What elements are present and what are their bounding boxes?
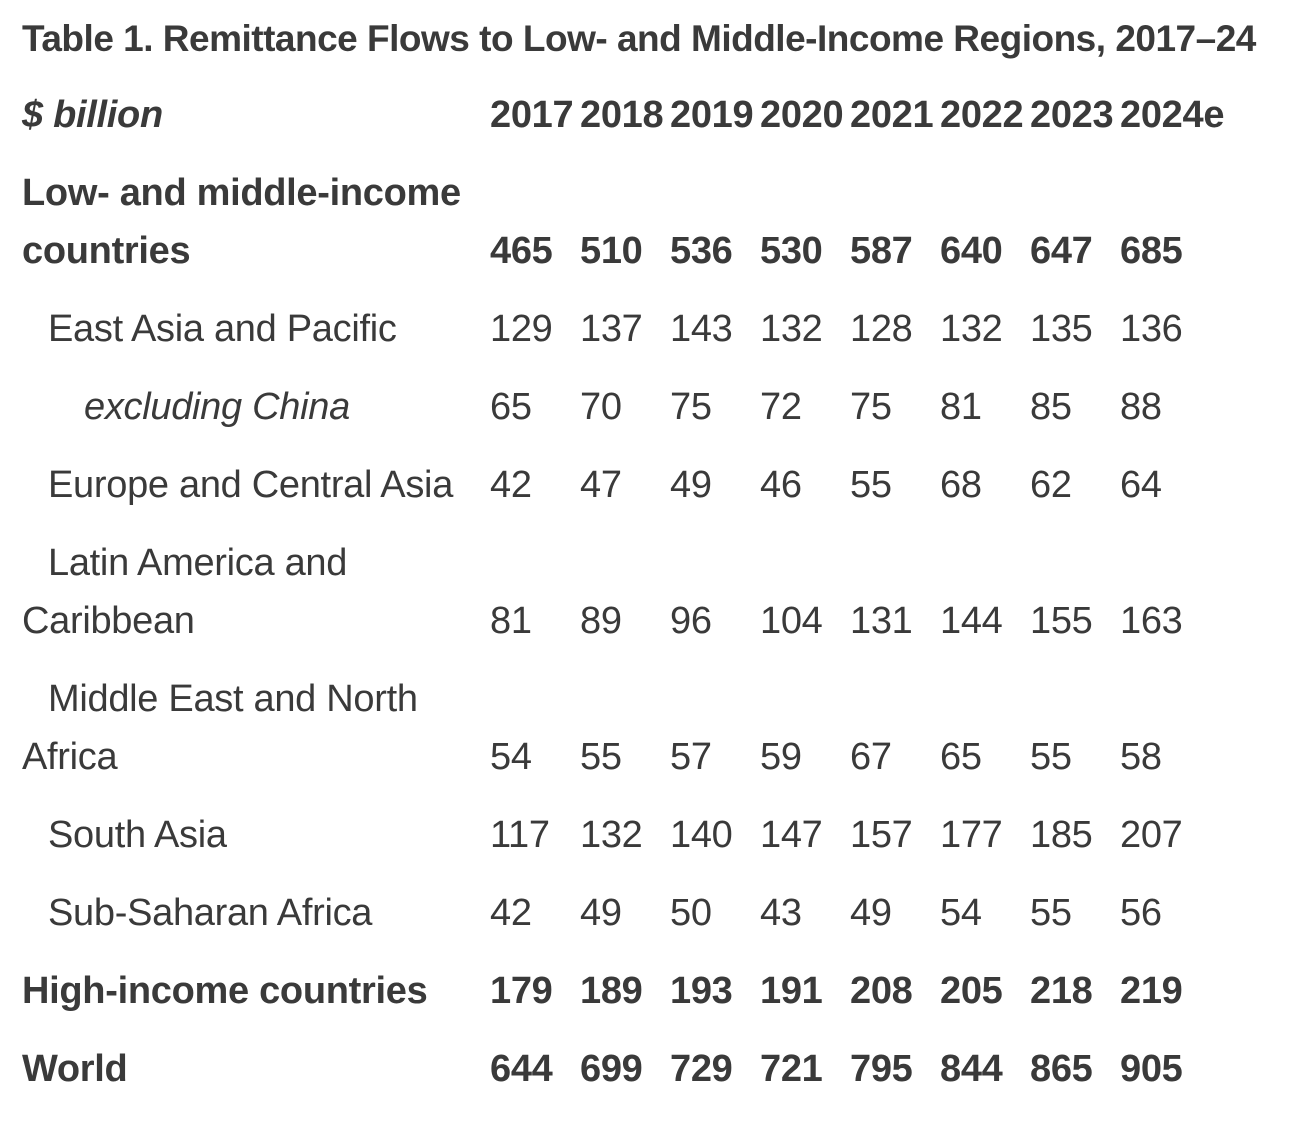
value-cell: 57: [670, 736, 712, 778]
table-row: [22, 446, 1232, 524]
value-cell: 640: [940, 230, 1003, 272]
row-label: excluding China: [84, 386, 350, 428]
table-row: [22, 368, 1232, 446]
value-cell: 465: [490, 230, 553, 272]
table-row: [22, 1030, 1232, 1108]
value-cell: 193: [670, 970, 733, 1012]
row-label: High-income countries: [22, 970, 428, 1012]
value-cell: 46: [760, 464, 802, 506]
value-cell: 685: [1120, 230, 1183, 272]
value-cell: 81: [940, 386, 982, 428]
value-cell: 128: [850, 308, 913, 350]
value-cell: 49: [670, 464, 712, 506]
value-cell: 795: [850, 1048, 913, 1090]
row-label: Sub-Saharan Africa: [48, 892, 373, 934]
year-column-header: 2023: [1030, 94, 1114, 136]
row-label: Europe and Central Asia: [48, 464, 454, 506]
value-cell: 132: [580, 814, 643, 856]
value-cell: 55: [850, 464, 892, 506]
value-cell: 50: [670, 892, 712, 934]
value-cell: 49: [580, 892, 622, 934]
header-row: [22, 76, 1232, 154]
table-row: [22, 796, 1232, 874]
value-cell: 208: [850, 970, 913, 1012]
value-cell: 131: [850, 600, 913, 642]
value-cell: 721: [760, 1048, 823, 1090]
value-cell: 844: [940, 1048, 1003, 1090]
year-column-header: 2017: [490, 94, 574, 136]
table-row: [22, 952, 1232, 1030]
table-row: [22, 524, 1232, 660]
table-row: [22, 290, 1232, 368]
row-label: South Asia: [48, 814, 227, 856]
value-cell: 137: [580, 308, 643, 350]
value-cell: 55: [1030, 892, 1072, 934]
value-cell: 55: [1030, 736, 1072, 778]
value-cell: 49: [850, 892, 892, 934]
value-cell: 185: [1030, 814, 1093, 856]
value-cell: 65: [940, 736, 982, 778]
value-cell: 136: [1120, 308, 1183, 350]
value-cell: 587: [850, 230, 913, 272]
row-label: Middle East and North Africa: [22, 678, 418, 778]
value-cell: 81: [490, 600, 532, 642]
value-cell: 62: [1030, 464, 1072, 506]
table-row: [22, 874, 1232, 952]
value-cell: 54: [940, 892, 982, 934]
value-cell: 132: [940, 308, 1003, 350]
year-column-header: 2019: [670, 94, 754, 136]
value-cell: 129: [490, 308, 553, 350]
value-cell: 177: [940, 814, 1003, 856]
value-cell: 55: [580, 736, 622, 778]
value-cell: 530: [760, 230, 823, 272]
row-label: East Asia and Pacific: [48, 308, 397, 350]
value-cell: 54: [490, 736, 532, 778]
value-cell: 163: [1120, 600, 1183, 642]
value-cell: 189: [580, 970, 643, 1012]
row-label: Latin America and Caribbean: [22, 542, 348, 642]
value-cell: 135: [1030, 308, 1093, 350]
value-cell: 47: [580, 464, 622, 506]
value-cell: 147: [760, 814, 823, 856]
value-cell: 72: [760, 386, 802, 428]
value-cell: 140: [670, 814, 733, 856]
value-cell: 699: [580, 1048, 643, 1090]
value-cell: 85: [1030, 386, 1072, 428]
value-cell: 42: [490, 892, 532, 934]
value-cell: 42: [490, 464, 532, 506]
value-cell: 205: [940, 970, 1003, 1012]
year-column-header: 2018: [580, 94, 664, 136]
value-cell: 157: [850, 814, 913, 856]
value-cell: 117: [490, 814, 550, 856]
value-cell: 865: [1030, 1048, 1093, 1090]
value-cell: 89: [580, 600, 622, 642]
value-cell: 729: [670, 1048, 733, 1090]
value-cell: 75: [850, 386, 892, 428]
row-label: World: [22, 1048, 128, 1090]
value-cell: 207: [1120, 814, 1183, 856]
value-cell: 70: [580, 386, 622, 428]
year-column-header: 2022: [940, 94, 1024, 136]
value-cell: 644: [490, 1048, 553, 1090]
remittance-table: [22, 76, 1232, 1108]
value-cell: 132: [760, 308, 823, 350]
value-cell: 96: [670, 600, 712, 642]
value-cell: 88: [1120, 386, 1162, 428]
value-cell: 143: [670, 308, 733, 350]
value-cell: 191: [760, 970, 823, 1012]
value-cell: 536: [670, 230, 733, 272]
table-row: [22, 660, 1232, 796]
row-label: Low- and middle-income countries: [22, 172, 461, 272]
value-cell: 219: [1120, 970, 1183, 1012]
value-cell: 68: [940, 464, 982, 506]
year-column-header: 2020: [760, 94, 844, 136]
value-cell: 65: [490, 386, 532, 428]
value-cell: 75: [670, 386, 712, 428]
value-cell: 510: [580, 230, 643, 272]
table-row: [22, 154, 1232, 290]
unit-label: $ billion: [22, 94, 163, 136]
value-cell: 104: [760, 600, 823, 642]
value-cell: 647: [1030, 230, 1093, 272]
value-cell: 67: [850, 736, 892, 778]
value-cell: 144: [940, 600, 1003, 642]
value-cell: 58: [1120, 736, 1162, 778]
value-cell: 905: [1120, 1048, 1183, 1090]
value-cell: 155: [1030, 600, 1093, 642]
value-cell: 64: [1120, 464, 1162, 506]
value-cell: 56: [1120, 892, 1162, 934]
value-cell: 179: [490, 970, 553, 1012]
value-cell: 43: [760, 892, 802, 934]
year-column-header: 2021: [850, 94, 934, 136]
value-cell: 218: [1030, 970, 1093, 1012]
year-column-header: 2024e: [1120, 94, 1225, 136]
table-title: Table 1. Remittance Flows to Low- and Middle-Income Regions, 2017–24: [22, 18, 1256, 59]
value-cell: 59: [760, 736, 802, 778]
